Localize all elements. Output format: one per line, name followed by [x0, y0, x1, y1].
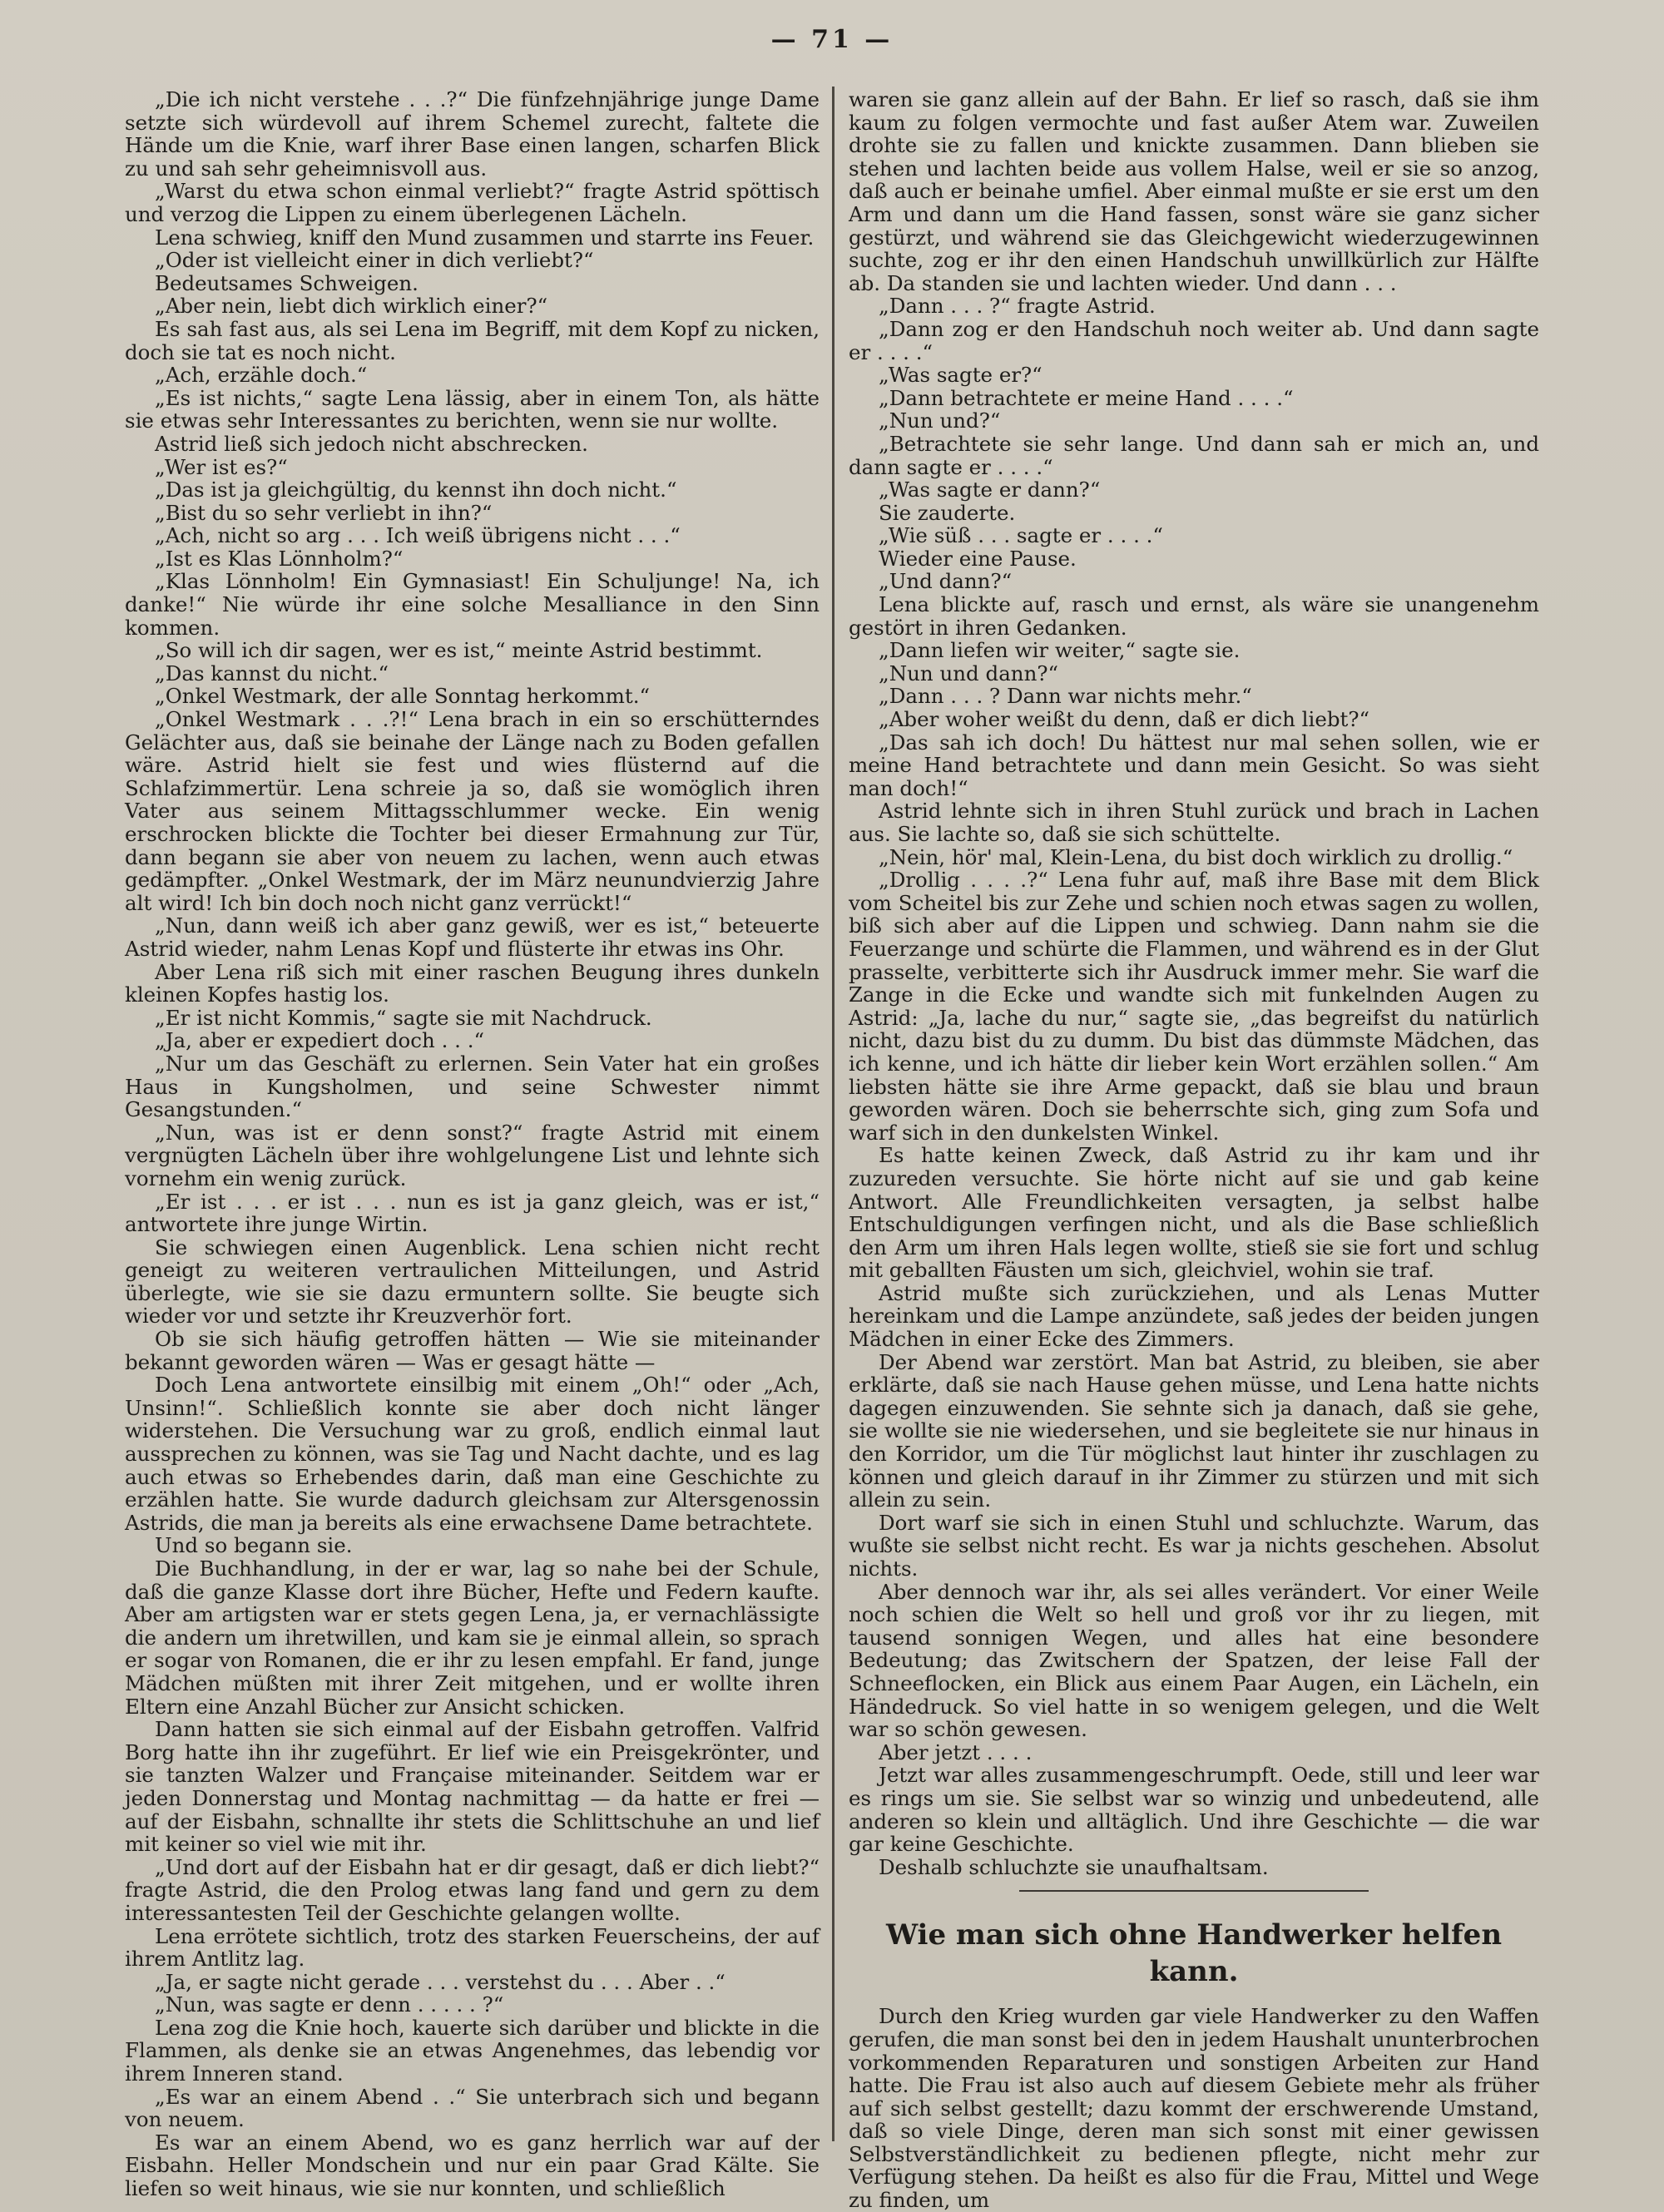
- paragraph: „Dann zog er den Handschuh noch weiter ab. Und dann sagte er . . . .“: [849, 316, 1539, 364]
- paragraph: „Aber woher weißt du denn, daß er dich liebt?“: [879, 707, 1370, 732]
- paragraph: „Nun, was ist er denn sonst?“ fragte Astrid mit einem vergnügten Lächeln über ihre wohlgelungene List und lehnte sich vornehm ein wenig zurück.: [125, 1120, 820, 1190]
- section-separator: [1019, 1890, 1369, 1892]
- paragraph: „Klas Lönnholm! Ein Gymnasiast! Ein Schuljunge! Na, ich danke!“ Nie würde ihr eine solche Mesalliance in den Sinn kommen.: [125, 569, 820, 640]
- paragraph: waren sie ganz allein auf der Bahn. Er lief so rasch, daß sie ihm kaum zu folgen vermochte und fast außer Atem war. Zuweilen drohte sie zu fallen und knickte zusammen. Dann blieben sie stehen und lachten beide aus vollem Halse, weil er sie so anzog, daß auch er beinahe umfiel. Aber einmal mußte er sie erst um den Arm und dann um die Hand fassen, sonst wäre sie ganz sicher gestürzt, und während sie das Gleichgewicht wiederzugewinnen suchte, zog er ihr den einen Handschuh unwillkürlich zur Hälfte ab. Da standen sie und lachten wieder. Und dann . . .: [849, 87, 1539, 295]
- article-title: Wie man sich ohne Handwerker helfen kann.: [885, 1918, 1503, 1989]
- paragraph: „Onkel Westmark, der alle Sonntag herkommt.“: [155, 684, 651, 709]
- paragraph: Aber Lena riß sich mit einer raschen Beugung ihres dunkeln kleinen Kopfes hastig los.: [125, 959, 820, 1007]
- paragraph: „Was sagte er?“: [879, 363, 1042, 388]
- paragraph: Lena errötete sichtlich, trotz des starken Feuerscheins, der auf ihrem Antlitz lag.: [125, 1923, 820, 1972]
- paragraph: Astrid ließ sich jedoch nicht abschrecken.: [155, 431, 588, 456]
- paragraph: Durch den Krieg wurden gar viele Handwerker zu den Waffen gerufen, die man sonst bei den in jedem Haushalt ununterbrochen vorkommenden Reparaturen und sonstigen Arbeiten zur Hand hatte. Die Frau ist also auch auf diesem Gebiete mehr als früher auf sich selbst gestellt; dazu kommt der erschwerende Umstand, daß so viele Dinge, deren man sich sonst mit einer gewissen Selbstverständlichkeit zu bedienen pflegte, nicht mehr zur Verfügung stehen. Da heißt es also für die Frau, Mittel und Wege zu finden, um: [849, 2004, 1539, 2212]
- paragraph: „Nun und dann?“: [879, 661, 1059, 685]
- paragraph: „Oder ist vielleicht einer in dich verliebt?“: [155, 248, 594, 273]
- paragraph: „Dann betrachtete er meine Hand . . . .“: [879, 385, 1294, 410]
- paragraph: Die Buchhandlung, in der er war, lag so nahe bei der Schule, daß die ganze Klasse dort ihre Bücher, Hefte und Federn kaufte. Aber am artigsten war er stets gegen Lena, ja, er vernachlässigte die andern um ihretwillen, und kam sie je einmal allein, so sprach er sogar von Romanen, die er ihr zu lesen empfahl. Er fand, junge Mädchen müßten mit ihrer Zeit mitgehen, und er wollte ihren Eltern eine Anzahl Bücher zur Ansicht schicken.: [125, 1556, 820, 1719]
- paragraph: „Wer ist es?“: [155, 454, 288, 479]
- paragraph: „Warst du etwa schon einmal verliebt?“ fragte Astrid spöttisch und verzog die Lippen zu einem überlegenen Lächeln.: [125, 179, 820, 226]
- paragraph: Lena zog die Knie hoch, kauerte sich darüber und blickte in die Flammen, als denke sie an etwas Angenehmes, das lebendig vor ihrem Inneren stand.: [125, 2015, 820, 2086]
- paragraph: Doch Lena antwortete einsilbig mit einem „Oh!“ oder „Ach, Unsinn!“. Schließlich konnte sie aber doch nicht länger widerstehen. Die Versuchung war zu groß, endlich einmal laut aussprechen zu können, was sie Tag und Nacht dachte, und es lag auch etwas so Erhebendes darin, daß man eine Geschichte zu erzählen hatte. Sie wurde dadurch gleichsam zur Altersgenossin Astrids, die man ja bereits als eine erwachsene Dame betrachtete.: [125, 1373, 820, 1535]
- paragraph: „Es ist nichts,“ sagte Lena lässig, aber in einem Ton, als hätte sie etwas sehr Interessantes zu berichten, wenn sie nur wollte.: [125, 385, 820, 433]
- paragraph: „Er ist nicht Kommis,“ sagte sie mit Nachdruck.: [155, 1005, 652, 1030]
- paragraph: „Das sah ich doch! Du hättest nur mal sehen sollen, wie er meine Hand betrachtete und dann mein Gesicht. So was sieht man doch!“: [849, 730, 1539, 800]
- paragraph: „Dann . . . ?“ fragte Astrid.: [879, 294, 1156, 319]
- paragraph: „Ja, er sagte nicht gerade . . . verstehst du . . . Aber . .“: [155, 1969, 726, 1994]
- paragraph: „Dann . . . ? Dann war nichts mehr.“: [879, 684, 1252, 709]
- paragraph: „Bist du so sehr verliebt in ihn?“: [155, 500, 493, 525]
- paragraph: „Wie süß . . . sagte er . . . .“: [879, 523, 1163, 548]
- paragraph: „Onkel Westmark . . .?!“ Lena brach in ein so erschütterndes Gelächter aus, daß sie beinahe der Länge nach zu Boden gefallen wäre. Astrid hielt sie fest und wies flüsternd auf die Schlafzimmertür. Lena schreie ja so, daß sie womöglich ihren Vater aus seinem Mittagsschlummer wecke. Ein wenig erschrocken blickte die Tochter bei dieser Ermahnung zur Tür, dann begann sie aber von neuem zu lachen, wenn auch etwas gedämpfter. „Onkel Westmark, der im März neunundvierzig Jahre alt wird! Ich bin doch noch nicht ganz verrückt!“: [125, 707, 820, 915]
- paragraph: Sie schwiegen einen Augenblick. Lena schien nicht recht geneigt zu weiteren vertraulichen Mitteilungen, und Astrid überlegte, wie sie sie dazu ermuntern sollte. Sie beugte sich wieder vor und setzte ihr Kreuzverhör fort.: [125, 1235, 820, 1329]
- paragraph: Dann hatten sie sich einmal auf der Eisbahn getroffen. Valfrid Borg hatte ihn ihr zugeführt. Er lief wie ein Preisgekrönter, und sie tanzten Walzer und Française miteinander. Seitdem war er jeden Donnerstag und Montag nachmittag — da hatte er frei — auf der Eisbahn, schnallte ihr stets die Schlittschuhe an und lief mit keiner so viel wie mit ihr.: [125, 1717, 820, 1857]
- paragraph: Lena schwieg, kniff den Mund zusammen und starrte ins Feuer.: [155, 225, 815, 250]
- paragraph: Lena blickte auf, rasch und ernst, als wäre sie unangenehm gestört in ihren Gedanken.: [849, 592, 1539, 640]
- paragraph: „Er ist . . . er ist . . . nun es ist ja ganz gleich, was er ist,“ antwortete ihre junge Wirtin.: [125, 1189, 820, 1237]
- paragraph: Jetzt war alles zusammengeschrumpft. Oede, still und leer war es rings um sie. Sie selbst war so winzig und unbedeutend, alle anderen so klein und alltäglich. Und ihre Geschichte — die war gar keine Geschichte.: [849, 1763, 1539, 1857]
- paragraph: Wieder eine Pause.: [879, 546, 1077, 571]
- paragraph: Aber jetzt . . . .: [879, 1739, 1033, 1764]
- paragraph: „Die ich nicht verstehe . . .?“ Die fünfzehnjährige junge Dame setzte sich würdevoll auf ihrem Schemel zurecht, faltete die Hände um die Knie, warf ihrer Base einen langen, scharfen Blick zu und sah sehr geheimnisvoll aus.: [125, 87, 820, 181]
- paragraph: „Was sagte er dann?“: [879, 478, 1101, 502]
- paragraph: Dort warf sie sich in einen Stuhl und schluchzte. Warum, das wußte sie selbst nicht recht. Es war ja nichts geschehen. Absolut nichts.: [849, 1510, 1539, 1581]
- paragraph: Astrid mußte sich zurückziehen, und als Lenas Mutter hereinkam und die Lampe anzündete, saß jedes der beiden jungen Mädchen in einer Ecke des Zimmers.: [849, 1280, 1539, 1352]
- paragraph: „Nun, was sagte er denn . . . . . ?“: [155, 1992, 504, 2017]
- paragraph: „Nein, hör' mal, Klein-Lena, du bist doch wirklich zu drollig.“: [879, 844, 1513, 869]
- paragraph: Astrid lehnte sich in ihren Stuhl zurück und brach in Lachen aus. Sie lachte so, daß sie sich schüttelte.: [849, 799, 1539, 846]
- paragraph: Es war an einem Abend, wo es ganz herrlich war auf der Eisbahn. Heller Mondschein und nur ein paar Grad Kälte. Sie liefen so weit hinaus, wie sie nur konnten, und schließlich: [125, 2130, 820, 2201]
- paragraph: „So will ich dir sagen, wer es ist,“ meinte Astrid bestimmt.: [155, 638, 763, 663]
- paragraph: Und so begann sie.: [155, 1533, 353, 1558]
- paragraph: „Ja, aber er expediert doch . . .“: [155, 1028, 485, 1053]
- paragraph: „Ach, erzähle doch.“: [155, 363, 368, 388]
- article-body: [849, 2005, 1539, 2211]
- page-number: — 71 —: [770, 25, 894, 54]
- paragraph: Deshalb schluchzte sie unaufhaltsam.: [879, 1854, 1269, 1879]
- paragraph: „Nur um das Geschäft zu erlernen. Sein Vater hat ein großes Haus in Kungsholmen, und seine Schwester nimmt Gesangstunden.“: [125, 1051, 820, 1122]
- paragraph: Bedeutsames Schweigen.: [155, 270, 418, 295]
- paragraph: „Es war an einem Abend . .“ Sie unterbrach sich und begann von neuem.: [125, 2084, 820, 2132]
- paragraph: „Ist es Klas Lönnholm?“: [155, 546, 404, 571]
- paragraph: „Nun und?“: [879, 408, 1001, 433]
- story-continuation: [849, 88, 1539, 1878]
- paragraph: „Drollig . . . .?“ Lena fuhr auf, maß ihre Base mit dem Blick vom Scheitel bis zur Zehe und schien noch etwas sagen zu wollen, biß sich aber auf die Lippen und schwieg. Dann nahm sie die Feuerzange und schürte die Flammen, und während es in der Glut prasselte, verbitterte sich ihr Ausdruck immer mehr. Sie warf die Zange in die Ecke und wandte sich mit funkelnden Augen zu Astrid: „Ja, lache du nur,“ sagte sie, „das begreifst du natürlich nicht, dazu bist du zu dumm. Du bist das dümmste Mädchen, das ich kenne, und ich hätte dir lieber kein Wort erzählen sollen.“ Am liebsten hätte sie ihre Arme gepackt, daß sie blau und braun geworden wären. Doch sie beherrschte sich, ging zum Sofa und warf sich in den dunkelsten Winkel.: [849, 868, 1539, 1145]
- left-column: [125, 87, 820, 2201]
- column-divider: [832, 87, 834, 2141]
- paragraph: Sie zauderte.: [879, 500, 1016, 525]
- paragraph: Ob sie sich häufig getroffen hätten — Wie sie miteinander bekannt geworden wären — Was er gesagt hätte —: [125, 1327, 820, 1374]
- paragraph: Es sah fast aus, als sei Lena im Begriff, mit dem Kopf zu nicken, doch sie tat es noch nicht.: [125, 316, 820, 364]
- paragraph: Der Abend war zerstört. Man bat Astrid, zu bleiben, sie aber erklärte, daß sie nach Hause gehen müsse, und Lena hatte nichts dagegen einzuwenden. Sie sehnte sich ja danach, daß sie gehe, sie wollte sie nie wiedersehen, und sie begleitete sie nur hinaus in den Korridor, um die Tür möglichst laut hinter ihr zuschlagen zu können und gleich darauf in ihr Zimmer zu stürzen und mit sich allein zu sein.: [849, 1349, 1539, 1512]
- paragraph: „Und dann?“: [879, 569, 1013, 594]
- paragraph: „Das kannst du nicht.“: [155, 661, 389, 685]
- right-column: [849, 87, 1539, 2212]
- paragraph: „Ach, nicht so arg . . . Ich weiß übrigens nicht . . .“: [155, 523, 681, 548]
- paragraph: Es hatte keinen Zweck, daß Astrid zu ihr kam und ihr zuzureden versuchte. Sie hörte nicht auf sie und gab keine Antwort. Alle Freundlichkeiten versagten, ja selbst halbe Entschuldigungen verfingen nicht, und als die Base schließlich den Arm um ihren Hals legen wollte, stieß sie sie fort und schlug mit geballten Fäusten um sich, gleichviel, wohin sie traf.: [849, 1143, 1539, 1283]
- paragraph: „Betrachtete sie sehr lange. Und dann sah er mich an, und dann sagte er . . . .“: [849, 431, 1539, 479]
- paragraph: „Und dort auf der Eisbahn hat er dir gesagt, daß er dich liebt?“ fragte Astrid, die den Prolog etwas lang fand und gern zu dem interessantesten Teil der Geschichte gelangen wollte.: [125, 1854, 820, 1925]
- paragraph: „Nun, dann weiß ich aber ganz gewiß, wer es ist,“ beteuerte Astrid wieder, nahm Lenas Kopf und flüsterte ihr etwas ins Ohr.: [125, 913, 820, 961]
- paragraph: „Dann liefen wir weiter,“ sagte sie.: [879, 638, 1241, 663]
- paragraph: „Aber nein, liebt dich wirklich einer?“: [155, 294, 548, 319]
- paragraph: Aber dennoch war ihr, als sei alles verändert. Vor einer Weile noch schien die Welt so hell und groß vor ihr zu liegen, mit tausend sonnigen Wegen, und alles hat eine besondere Bedeutung; das Zwitschern der Spatzen, der leise Fall der Schneeflocken, ein Blick aus einem Paar Augen, ein Lächeln, ein Händedruck. So viel hatte in so wenigem gelegen, und die Welt war so schön gewesen.: [849, 1579, 1539, 1742]
- paragraph: „Das ist ja gleichgültig, du kennst ihn doch nicht.“: [155, 478, 677, 502]
